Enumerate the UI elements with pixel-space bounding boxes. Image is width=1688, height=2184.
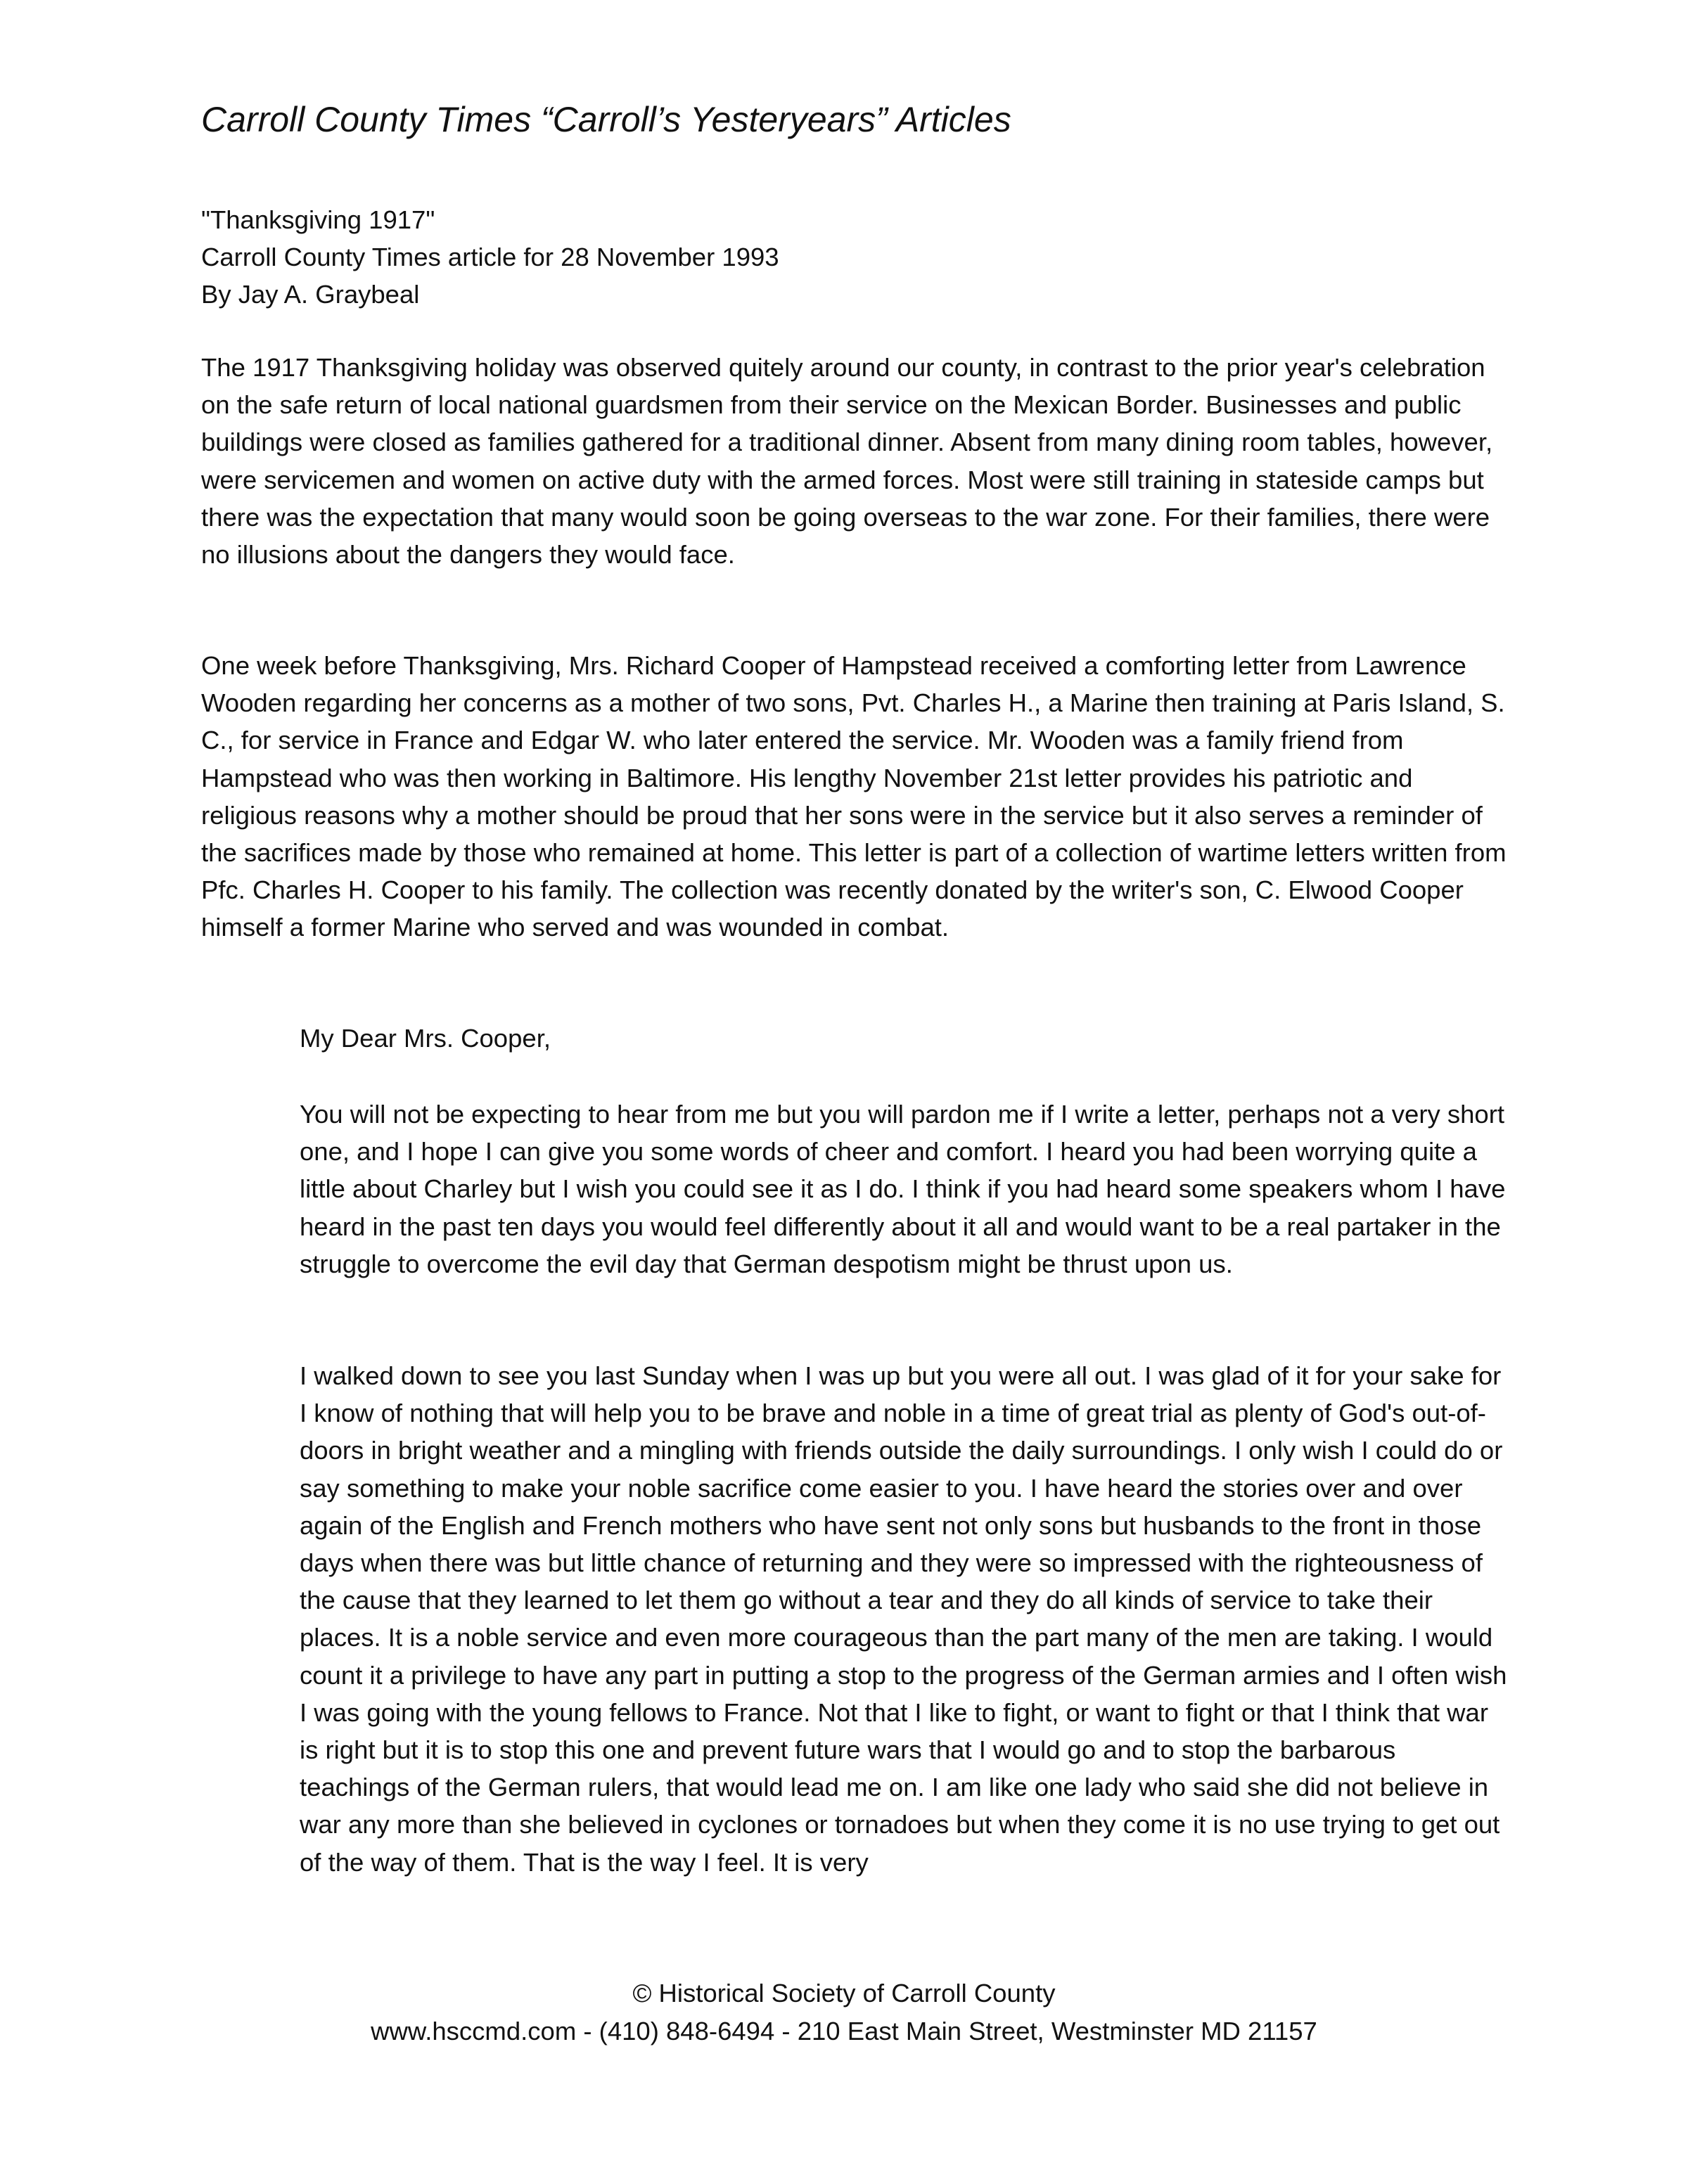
byline: By Jay A. Graybeal [201, 280, 420, 309]
background-paragraph: One week before Thanksgiving, Mrs. Richard Cooper of Hampstead received a comforting letter from Lawrence Wooden regarding her concerns as a mother of two sons, Pvt. Charles H., a Marine then training at Paris Island, S. C., for service in France and Edgar W. who later entered the service. Mr. Wooden was a family friend from Hampstead who was then working in Baltimore. His lengthy November 21st letter provides his patriotic and religious reasons why a mother should be proud that her sons were in the service but it also serves a reminder of the sacrifices made by those who remained at home. This letter is part of a collection of wartime letters written from Pfc. Charles H. Cooper to his family. The collection was recently donated by the writer's son, C. Elwood Cooper himself a former Marine who served and was wounded in combat. [201, 651, 1507, 942]
intro-paragraph: The 1917 Thanksgiving holiday was observed quitely around our county, in contrast to the prior year's celebration on the safe return of local national guardsmen from their service on the Mexican Border. Businesses and public buildings were closed as families gathered for a traditional dinner. Absent from many dining room tables, however, were servicemen and women on active duty with the armed forces. Most were still training in stateside camps but there was the expectation that many would soon be going overseas to the war zone. For their families, there were no illusions about the dangers they would face. [201, 353, 1493, 570]
letter-salutation: My Dear Mrs. Cooper, [300, 1024, 551, 1053]
letter-paragraph: You will not be expecting to hear from me but you will pardon me if I write a letter, perhaps not a very short one, and I hope I can give you some words of cheer and comfort. I heard you had been worrying quite a little about Charley but I wish you could see it as I do. I think if you had heard some speakers whom I have heard in the past ten days you would feel differently about it all and would want to be a real partaker in the struggle to overcome the evil day that German despotism might be thrust upon us. [300, 1100, 1506, 1278]
article-source: Carroll County Times article for 28 November 1993 [201, 243, 779, 271]
page-header: Carroll County Times “Carroll’s Yesteryears” Articles [201, 100, 1011, 139]
article-title: "Thanksgiving 1917" [201, 205, 435, 234]
footer-contact: www.hsccmd.com - (410) 848-6494 - 210 East Main Street, Westminster MD 21157 [371, 2017, 1317, 2045]
footer-copyright: © Historical Society of Carroll County [632, 1979, 1056, 2008]
article-meta [201, 201, 779, 313]
letter-paragraph: I walked down to see you last Sunday when I was up but you were all out. I was glad of it for your sake for I know of nothing that will help you to be brave and noble in a time of great trial as plenty of God's out-of-doors in bright weather and a mingling with friends outside the daily surroundings. I only wish I could do or say something to make your noble sacrifice come easier to you. I have heard the stories over and over again of the English and French mothers who have sent not only sons but husbands to the front in those days when there was but little chance of returning and they were so impressed with the righteousness of the cause that they learned to let them go without a tear and they do all kinds of service to take their places. It is a noble service and even more courageous than the part many of the men are taking. I would count it a privilege to have any part in putting a stop to the progress of the German armies and I often wish I was going with the young fellows to France. Not that I like to fight, or want to fight or that I think that war is right but it is to stop this one and prevent future wars that I would go and to stop the barbarous teachings of the German rulers, that would lead me on. I am like one lady who said she did not believe in war any more than she believed in cyclones or tornadoes but when they come it is no use trying to get out of the way of them. That is the way I feel. It is very [300, 1361, 1507, 1877]
